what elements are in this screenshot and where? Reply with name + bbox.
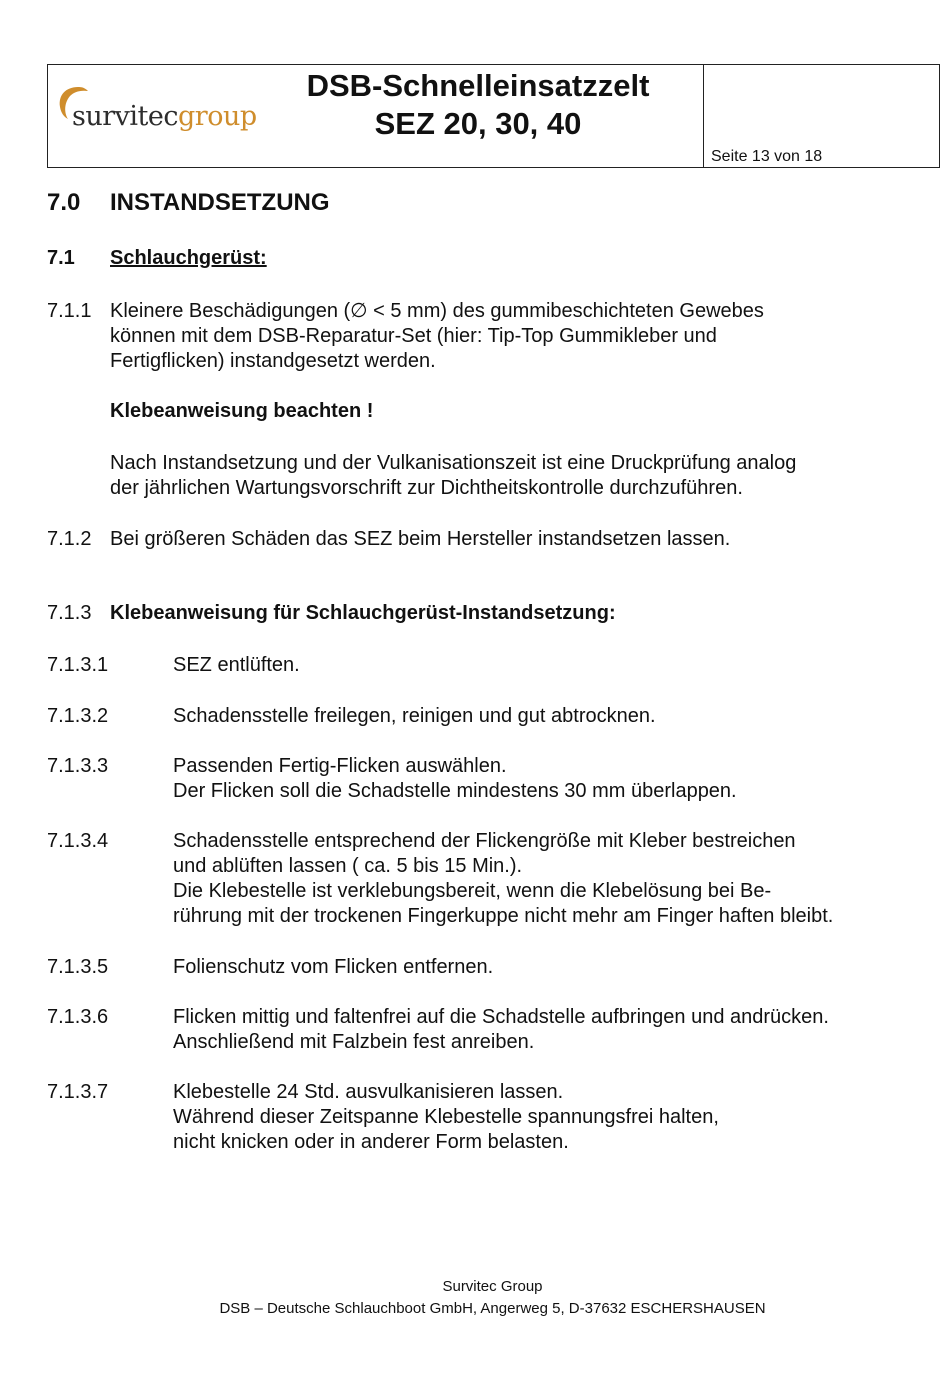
step-text-line: Während dieser Zeitspanne Klebestelle spannungsfrei halten, <box>173 1106 719 1128</box>
step-text-line: Folienschutz vom Flicken entfernen. <box>173 956 494 978</box>
step-number: 7.1.3.5 <box>47 956 109 978</box>
step-text-line: nicht knicken oder in anderer Form belasten. <box>173 1131 569 1153</box>
step-text-line: und ablüften lassen ( ca. 5 bis 15 Min.). <box>173 855 523 877</box>
footer-address: DSB – Deutsche Schlauchboot GmbH, Angerweg 5, D-37632 ESCHERSHAUSEN <box>219 1300 766 1317</box>
step-text-line: Die Klebestelle ist verklebungsbereit, wenn die Klebelösung bei Be- <box>173 880 772 902</box>
step-number: 7.1.3.1 <box>47 654 109 676</box>
footer-company: Survitec Group <box>442 1278 543 1295</box>
section-number: 7.0 <box>47 189 81 216</box>
subsection-number: 7.1 <box>47 247 75 269</box>
item-number: 7.1.1 <box>47 300 92 322</box>
step-number: 7.1.3.6 <box>47 1006 109 1028</box>
step-text-line: Passenden Fertig-Flicken auswählen. <box>173 755 507 777</box>
step-text-line: Schadensstelle freilegen, reinigen und gut abtrocknen. <box>173 705 656 727</box>
logo-wordmark <box>72 101 257 132</box>
step-text-line: Klebestelle 24 Std. ausvulkanisieren lassen. <box>173 1081 564 1103</box>
step-text-line: Der Flicken soll die Schadstelle mindestens 30 mm überlappen. <box>173 780 737 802</box>
item-text-line: Fertigflicken) instandgesetzt werden. <box>110 350 436 372</box>
section-title: INSTANDSETZUNG <box>110 189 330 216</box>
step-number: 7.1.3.2 <box>47 705 109 727</box>
document-header <box>47 64 940 168</box>
item-text-line: Kleinere Beschädigungen (∅ < 5 mm) des gummibeschichteten Gewebes <box>110 300 764 322</box>
step-text-line: Flicken mittig und faltenfrei auf die Schadstelle aufbringen und andrücken. <box>173 1006 829 1028</box>
instructions-title: Klebeanweisung für Schlauchgerüst-Instandsetzung: <box>110 602 616 624</box>
step-text-line: rührung mit der trockenen Fingerkuppe nicht mehr am Finger haften bleibt. <box>173 905 834 927</box>
item-text-line: Bei größeren Schäden das SEZ beim Hersteller instandsetzen lassen. <box>110 528 731 550</box>
step-number: 7.1.3.3 <box>47 755 109 777</box>
document-subtitle: SEZ 20, 30, 40 <box>374 106 582 141</box>
item-number: 7.1.3 <box>47 602 92 624</box>
survitec-logo <box>54 81 257 132</box>
subsection-title: Schlauchgerüst: <box>110 247 267 269</box>
item-text-line: können mit dem DSB-Reparatur-Set (hier: Tip-Top Gummikleber und <box>110 325 717 347</box>
bold-note: Klebeanweisung beachten ! <box>110 400 374 422</box>
step-number: 7.1.3.4 <box>47 830 109 852</box>
document-title: DSB-Schnelleinsatzzelt <box>306 68 650 103</box>
step-text-line: Schadensstelle entsprechend der Flickengröße mit Kleber bestreichen <box>173 830 796 852</box>
item-number: 7.1.2 <box>47 528 92 550</box>
header-divider <box>703 65 704 167</box>
step-text-line: Anschließend mit Falzbein fest anreiben. <box>173 1031 535 1053</box>
step-number: 7.1.3.7 <box>47 1081 109 1103</box>
paragraph-line: Nach Instandsetzung und der Vulkanisationszeit ist eine Druckprüfung analog <box>110 452 797 474</box>
page-number: Seite 13 von 18 <box>711 148 823 165</box>
logo-text-survitec: survitec <box>72 101 178 132</box>
logo-text-group: group <box>178 101 257 132</box>
step-text-line: SEZ entlüften. <box>173 654 300 676</box>
paragraph-line: der jährlichen Wartungsvorschrift zur Dichtheitskontrolle durchzuführen. <box>110 477 743 499</box>
